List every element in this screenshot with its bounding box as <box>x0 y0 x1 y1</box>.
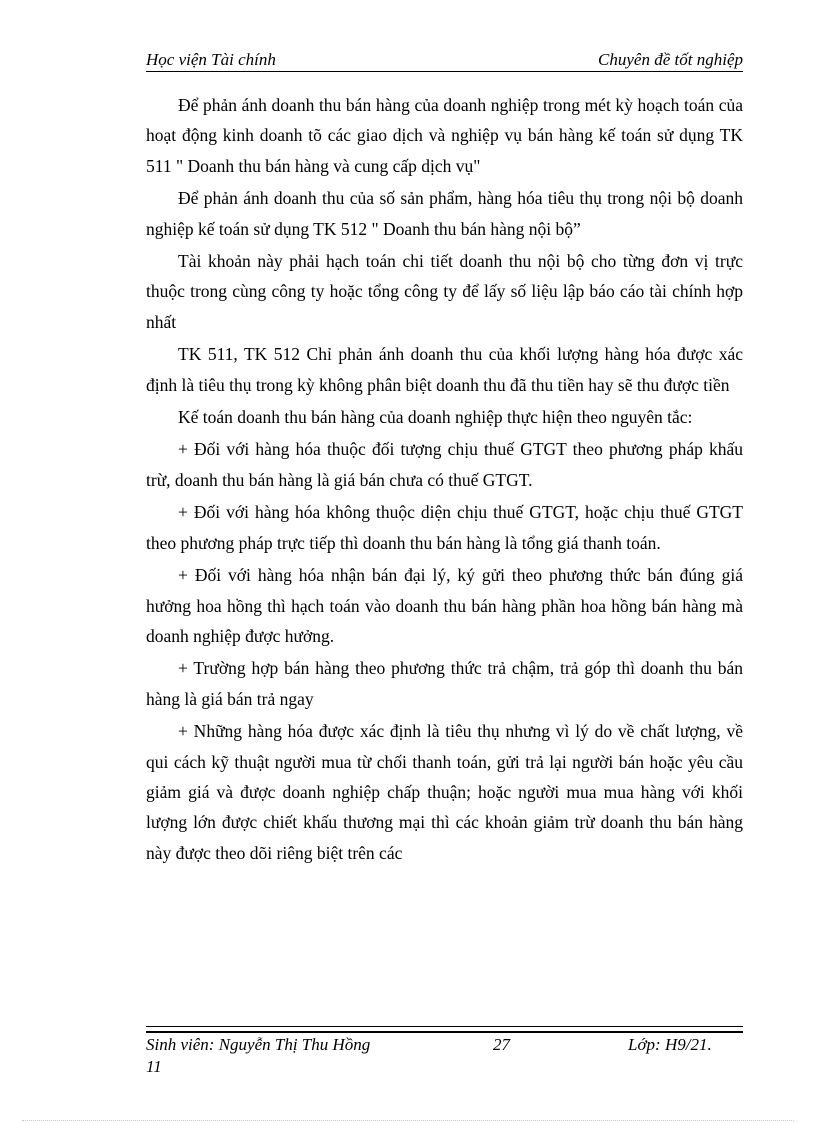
paragraph: + Những hàng hóa được xác định là tiêu thụ nhưng vì lý do về chất lượng, về qui cách kỹ thuật người mua từ chối thanh toán, gửi trả lại người bán hoặc yêu cầu giảm giá và được doanh nghiệp chấp thuận; hoặc người mua mua hàng với khối lượng lớn được chiết khấu thương mại thì các khoản giảm trừ doanh thu bán hàng này được theo dõi riêng biệt trên các <box>146 721 743 863</box>
page-number: 27 <box>493 1035 510 1054</box>
paragraph: TK 511, TK 512 Chỉ phản ánh doanh thu của khối lượng hàng hóa được xác định là tiêu thụ trong kỳ không phân biệt doanh thu đã thu tiền hay sẽ thu được tiền <box>146 344 743 395</box>
footer-class: Lớp: H9/21. <box>628 1035 712 1054</box>
page-bottom-border <box>22 1120 794 1121</box>
paragraph: + Đối với hàng hóa nhận bán đại lý, ký gửi theo phương thức bán đúng giá hưởng hoa hồng thì hạch toán vào doanh thu bán hàng phần hoa hồng bán hàng mà doanh nghiệp được hưởng. <box>146 565 743 646</box>
paragraph: Để phản ánh doanh thu của số sản phẩm, hàng hóa tiêu thụ trong nội bộ doanh nghiệp kế toán sử dụng TK 512 " Doanh thu bán hàng nội bộ” <box>146 188 743 239</box>
footer-student-name: Sinh viên: Nguyễn Thị Thu Hồng <box>146 1035 371 1054</box>
page-header <box>146 48 743 70</box>
header-institution: Học viện Tài chính <box>146 50 276 69</box>
paragraph: Tài khoản này phải hạch toán chi tiết doanh thu nội bộ cho từng đơn vị trực thuộc trong cùng công ty hoặc tổng công ty để lấy số liệu lập báo cáo tài chính hợp nhất <box>146 251 743 332</box>
header-document-type: Chuyên đề tốt nghiệp <box>598 50 743 69</box>
page-body <box>146 90 743 870</box>
paragraph: Để phản ánh doanh thu bán hàng của doanh nghiệp trong mét kỳ hoạch toán của hoạt động kinh doanh tõ các giao dịch và nghiệp vụ bán hàng kế toán sử dụng TK 511 " Doanh thu bán hàng và cung cấp dịch vụ" <box>146 95 743 176</box>
paragraph: + Đối với hàng hóa không thuộc diện chịu thuế GTGT, hoặc chịu thuế GTGT theo phương pháp trực tiếp thì doanh thu bán hàng là tổng giá thanh toán. <box>146 502 743 553</box>
paragraph: Kế toán doanh thu bán hàng của doanh nghiệp thực hiện theo nguyên tắc: <box>178 407 693 428</box>
paragraph: + Đối với hàng hóa thuộc đối tượng chịu thuế GTGT theo phương pháp khấu trừ, doanh thu bán hàng là giá bán chưa có thuế GTGT. <box>146 439 743 490</box>
paragraph: + Trường hợp bán hàng theo phương thức trả chậm, trả góp thì doanh thu bán hàng là giá bán trả ngay <box>146 658 743 709</box>
footer-divider <box>146 1026 743 1033</box>
footer-class-continued: 11 <box>146 1057 162 1076</box>
header-divider <box>146 71 743 72</box>
